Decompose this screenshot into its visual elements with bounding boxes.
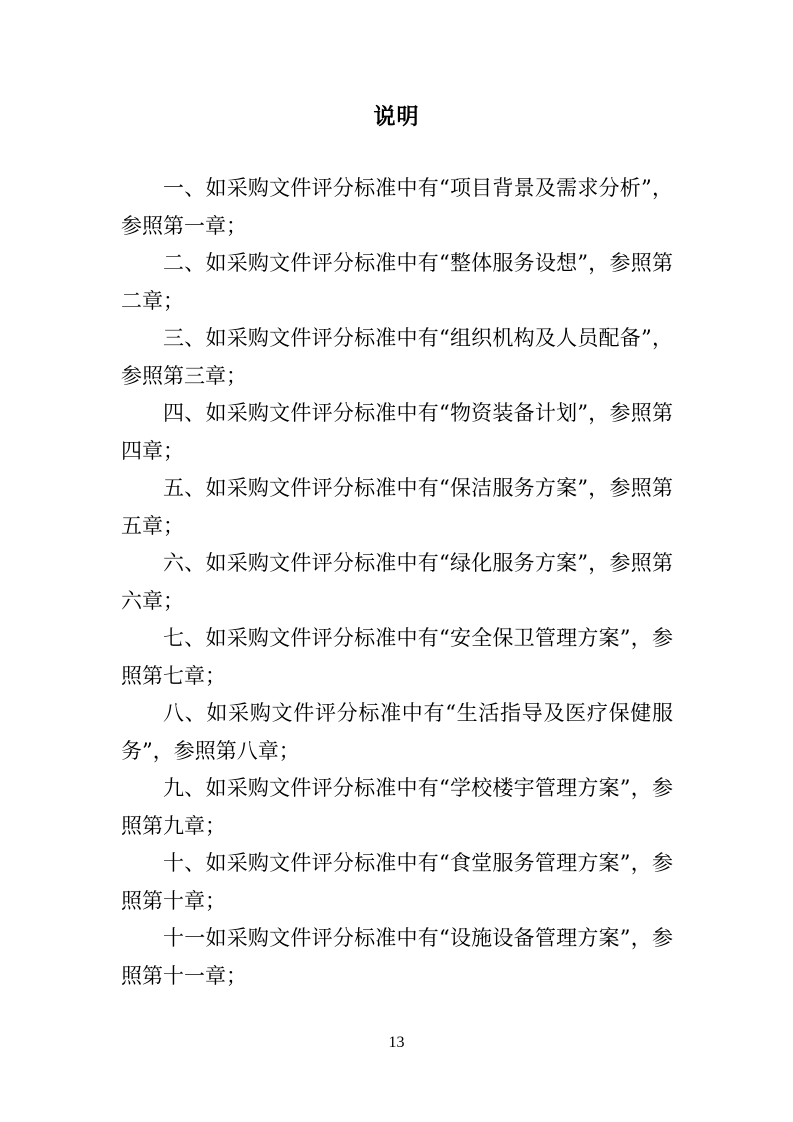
paragraph-7: 七、如采购文件评分标准中有“安全保卫管理方案”，参照第七章； [121,626,673,688]
page-title: 说明 [373,105,420,130]
paragraph-9: 九、如采购文件评分标准中有“学校楼宇管理方案”，参照第九章； [121,776,673,838]
paragraph-4: 四、如采购文件评分标准中有“物资装备计划”，参照第四章； [121,401,673,463]
paragraph-6: 六、如采购文件评分标准中有“绿化服务方案”，参照第六章； [121,551,673,613]
paragraph-11: 十一如采购文件评分标准中有“设施设备管理方案”，参照第十一章； [121,926,673,988]
paragraph-8: 八、如采购文件评分标准中有“生活指导及医疗保健服务”，参照第八章； [121,701,673,763]
paragraph-1: 一、如采购文件评分标准中有“项目背景及需求分析”，参照第一章； [121,176,673,238]
paragraph-2: 二、如采购文件评分标准中有“整体服务设想”，参照第二章； [121,251,673,313]
body-text [121,170,673,995]
paragraph-10: 十、如采购文件评分标准中有“食堂服务管理方案”，参照第十章； [121,851,673,913]
page-number: 13 [388,1034,405,1051]
paragraph-3: 三、如采购文件评分标准中有“组织机构及人员配备”，参照第三章； [121,326,673,388]
paragraph-5: 五、如采购文件评分标准中有“保洁服务方案”，参照第五章； [121,476,673,538]
